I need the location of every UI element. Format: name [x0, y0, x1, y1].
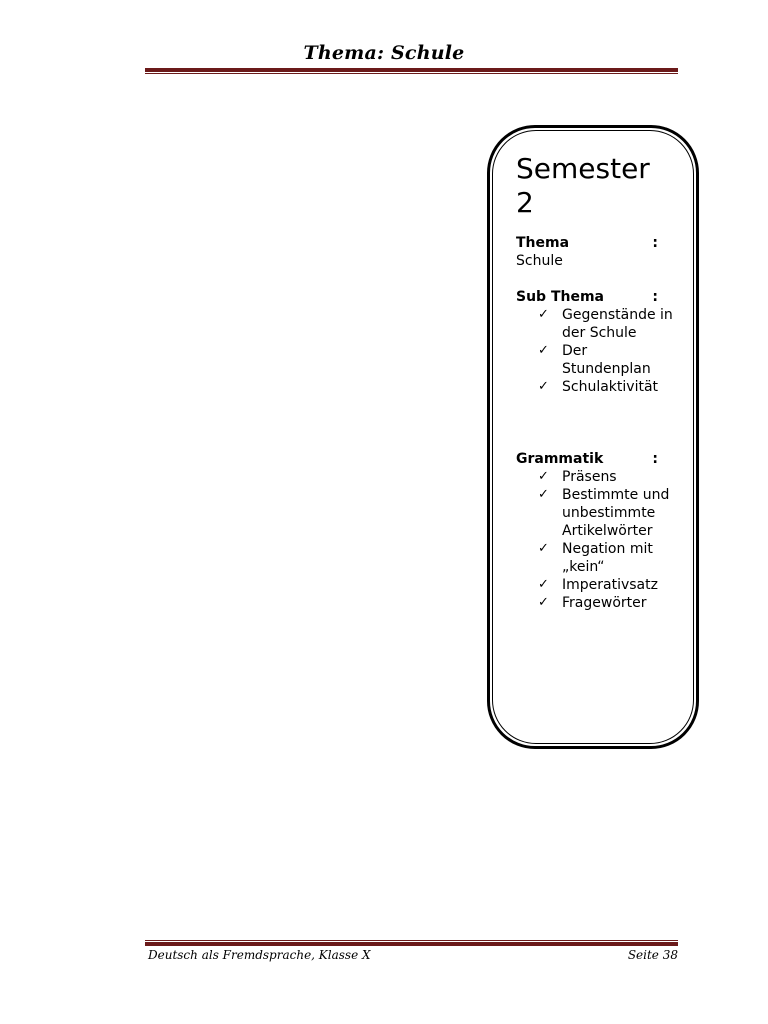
list-item — [516, 378, 676, 396]
thema-value: Schule — [516, 253, 563, 269]
sub-thema-item: Der Stundenplan — [562, 343, 651, 377]
grammatik-label: Grammatik — [516, 451, 604, 467]
list-item — [516, 486, 676, 540]
checkmark-icon: ✓ — [538, 541, 549, 556]
thema-label: Thema — [516, 235, 570, 251]
checkmark-icon: ✓ — [538, 577, 549, 592]
checkmark-icon: ✓ — [538, 595, 549, 610]
footer-page-number: Seite 38 — [627, 948, 678, 962]
list-item — [516, 540, 676, 576]
semester-panel — [516, 152, 676, 612]
list-item — [516, 468, 676, 486]
semester-heading: Semester 2 — [516, 152, 650, 219]
thema-colon: : — [652, 235, 658, 251]
sub-thema-item: Schulaktivität — [562, 379, 659, 395]
checkmark-icon: ✓ — [538, 379, 549, 394]
grammatik-item: Negation mit „kein“ — [562, 541, 653, 575]
list-item — [516, 576, 676, 594]
grammatik-item: Fragewörter — [562, 595, 647, 611]
sub-thema-colon: : — [652, 289, 658, 305]
grammatik-label-row — [516, 450, 676, 468]
footer-rule-thick — [145, 942, 678, 946]
grammatik-item: Imperativsatz — [562, 577, 658, 593]
header-rule-thin — [145, 73, 678, 74]
list-item — [516, 594, 676, 612]
grammatik-item: Bestimmte und unbestimmte Artikelwörter — [562, 487, 670, 539]
grammatik-colon: : — [652, 451, 658, 467]
sub-thema-list — [516, 306, 676, 396]
checkmark-icon: ✓ — [538, 487, 549, 502]
checkmark-icon: ✓ — [538, 343, 549, 358]
checkmark-icon: ✓ — [538, 307, 549, 322]
thema-label-row — [516, 234, 676, 252]
sub-thema-label: Sub Thema — [516, 289, 604, 305]
list-item — [516, 342, 676, 378]
grammatik-item: Präsens — [562, 469, 617, 485]
sub-thema-label-row — [516, 288, 676, 306]
grammatik-list — [516, 468, 676, 612]
footer-rule-thin — [145, 940, 678, 941]
list-item — [516, 306, 676, 342]
header-rule-thick — [145, 68, 678, 72]
page-header-title: Thema: Schule — [303, 42, 465, 64]
checkmark-icon: ✓ — [538, 469, 549, 484]
sub-thema-item: Gegenstände in der Schule — [562, 307, 673, 341]
footer-course-title: Deutsch als Fremdsprache, Klasse X — [148, 948, 371, 962]
